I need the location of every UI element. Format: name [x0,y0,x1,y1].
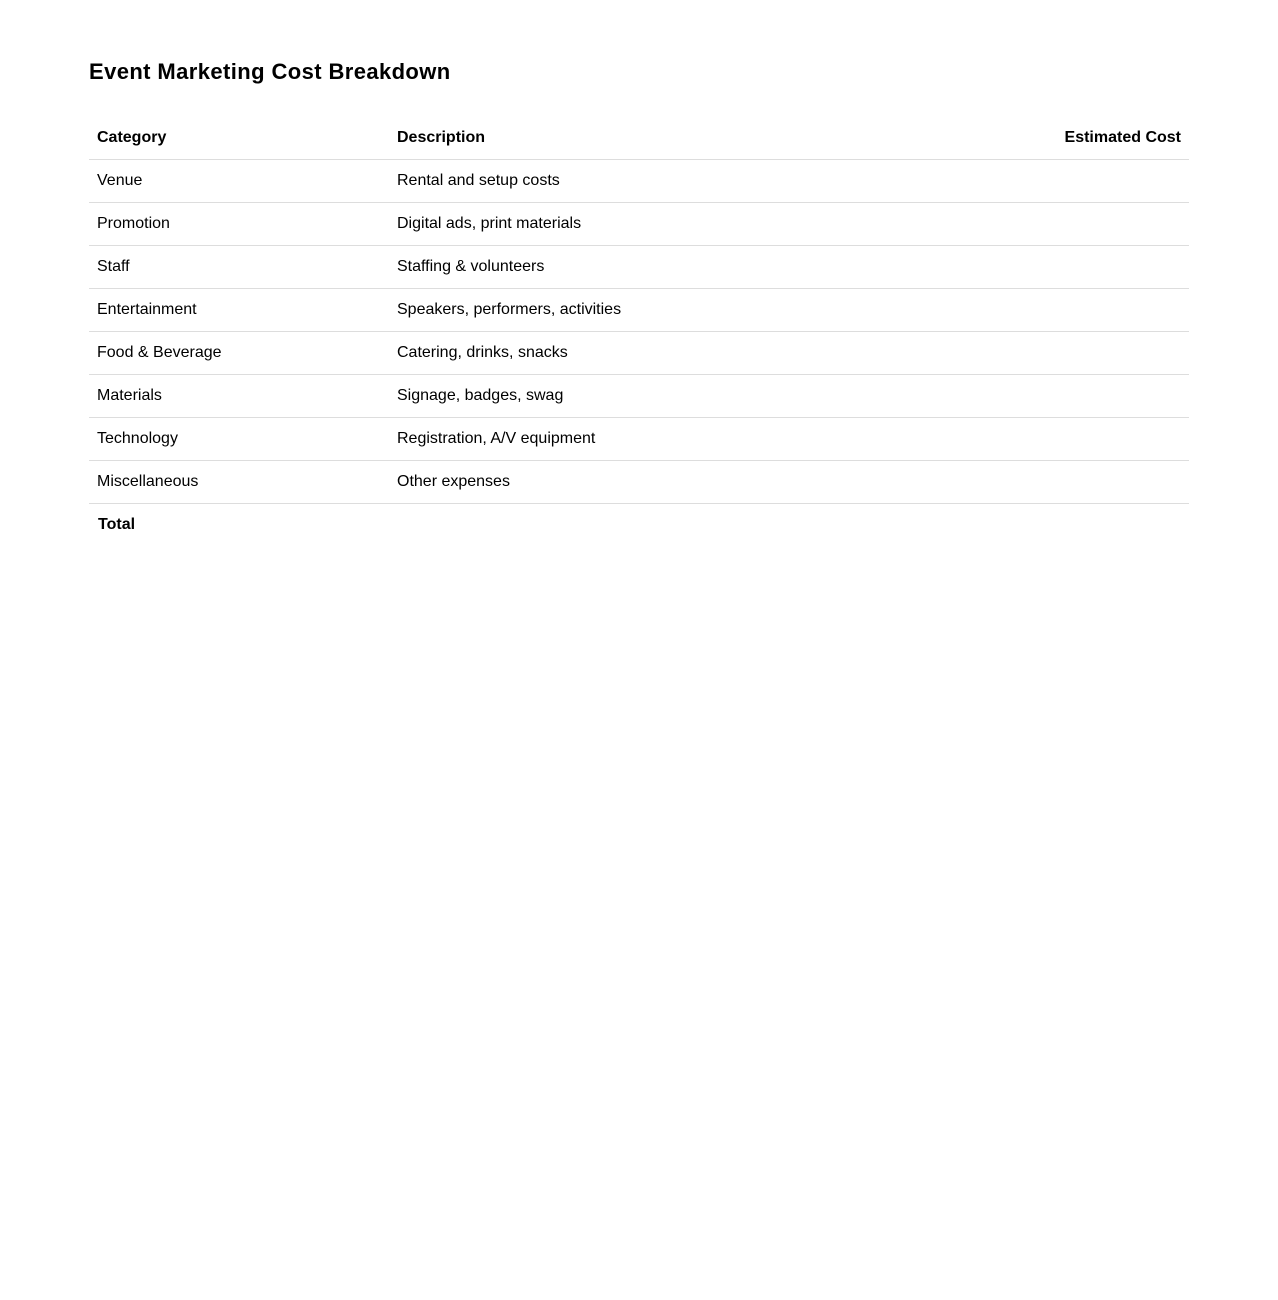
cell-category: Venue [97,172,143,189]
cell-description: Signage, badges, swag [397,387,564,404]
header-description: Description [397,129,486,146]
total-row [89,504,1189,547]
table-row [89,375,1189,418]
total-label: Total [98,516,136,533]
header-category: Category [97,129,167,146]
cell-category: Materials [97,387,162,404]
cell-cost [889,160,1189,203]
table-body [89,160,1189,504]
total-cost [889,504,1189,547]
cell-category: Promotion [97,215,170,232]
table-row [89,246,1189,289]
cell-description: Speakers, performers, activities [397,301,622,318]
cell-description: Staffing & volunteers [397,258,545,275]
total-spacer [389,504,889,547]
table-row [89,289,1189,332]
table-row [89,332,1189,375]
cell-description: Other expenses [397,473,510,490]
cell-cost [889,461,1189,504]
cell-description: Catering, drinks, snacks [397,344,568,361]
header-estimated-cost: Estimated Cost [1064,129,1181,146]
header-row [89,117,1189,160]
table-footer [89,504,1189,547]
cell-cost [889,375,1189,418]
table-row [89,203,1189,246]
cell-description: Registration, A/V equipment [397,430,596,447]
page-title: Event Marketing Cost Breakdown [89,59,451,84]
cell-cost [889,246,1189,289]
document [89,58,1189,546]
cell-cost [889,332,1189,375]
cell-category: Miscellaneous [97,473,199,490]
table-row [89,160,1189,203]
cell-description: Rental and setup costs [397,172,560,189]
table-row [89,418,1189,461]
cell-category: Entertainment [97,301,197,318]
cell-category: Food & Beverage [97,344,222,361]
cell-cost [889,289,1189,332]
cell-description: Digital ads, print materials [397,215,582,232]
cost-table [89,117,1189,546]
table-row [89,461,1189,504]
cell-category: Technology [97,430,178,447]
cell-cost [889,418,1189,461]
cell-cost [889,203,1189,246]
cell-category: Staff [97,258,130,275]
table-header [89,117,1189,160]
